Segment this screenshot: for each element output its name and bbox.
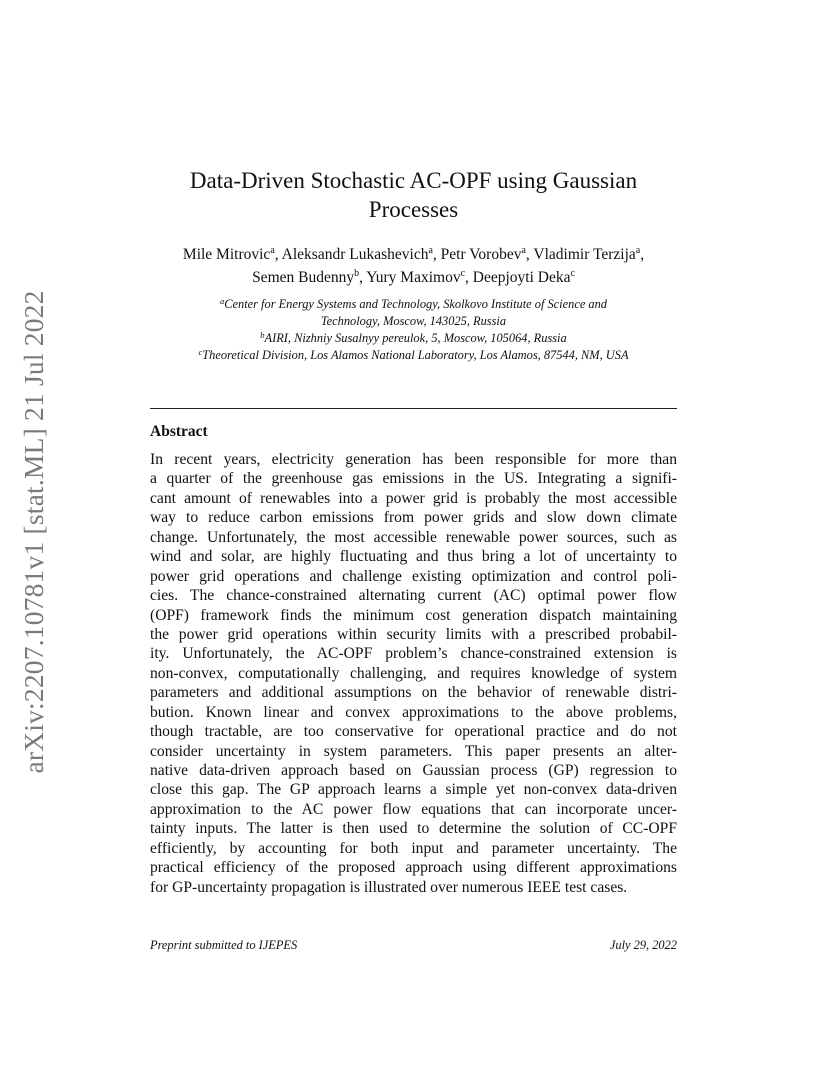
- author-affiliation-mark: a: [521, 245, 526, 256]
- author-line: [150, 244, 677, 267]
- arxiv-identifier-stamp: arXiv:2207.10781v1 [stat.ML] 21 Jul 2022: [18, 290, 49, 774]
- abstract-line: practical efficiency of the proposed approach using different approximations: [150, 859, 677, 877]
- section-divider: [150, 408, 677, 409]
- abstract-line: change. Unfortunately, the most accessible renewable power sources, such as: [150, 528, 677, 546]
- paper-title: [150, 166, 677, 224]
- footer-preprint-note: Preprint submitted to IJEPES: [150, 938, 298, 952]
- affiliation-line: [150, 347, 677, 364]
- abstract-line: approximation to the AC power flow equations that can incorporate uncer-: [150, 800, 677, 818]
- affiliation-text: Technology, Moscow, 143025, Russia: [320, 314, 507, 329]
- affiliation-mark: a: [219, 296, 225, 306]
- abstract-line: (OPF) framework finds the minimum cost generation dispatch maintaining: [150, 606, 677, 624]
- author-affiliation-mark: c: [460, 268, 466, 279]
- affiliation-mark: c: [198, 347, 203, 358]
- abstract-line: power grid operations and challenge existing optimization and control poli-: [150, 567, 677, 585]
- abstract-line: bution. Known linear and convex approximations to the above problems,: [150, 703, 677, 721]
- abstract-line: cies. The chance-constrained alternating current (AC) optimal power flow: [150, 587, 677, 605]
- author-name: Aleksandr Lukashevich: [281, 246, 429, 263]
- author-affiliation-mark: a: [428, 245, 433, 256]
- abstract-body: [150, 450, 677, 897]
- title-line: Data-Driven Stochastic AC-OPF using Gaussian: [189, 168, 638, 193]
- author-name: Vladimir Terzija: [533, 246, 636, 263]
- author-separator: ,: [359, 269, 367, 286]
- author-separator: ,: [432, 246, 441, 263]
- abstract-line: a quarter of the greenhouse gas emissions in the US. Integrating a signifi-: [150, 470, 677, 488]
- author-separator: ,: [525, 246, 534, 263]
- abstract-line: tainty inputs. The latter is then used to determine the solution of CC-OPF: [150, 820, 677, 838]
- author-list: [150, 244, 677, 290]
- footer-date: July 29, 2022: [609, 938, 677, 952]
- affiliation-text: AIRI, Nizhniy Susalnyy pereulok, 5, Moscow, 105064, Russia: [264, 330, 567, 345]
- affiliation-mark: b: [260, 329, 265, 340]
- abstract-line: close this gap. The GP approach learns a simple yet non-convex data-driven: [150, 781, 677, 799]
- affiliation-text: Center for Energy Systems and Technology, Skolkovo Institute of Science and: [224, 297, 607, 311]
- affiliation-line: [150, 313, 677, 329]
- abstract-line: though tractable, are too conservative for operational practice and do not: [150, 723, 677, 741]
- affiliation-text: Theoretical Division, Los Alamos National Laboratory, Los Alamos, 87544, NM, USA: [202, 348, 629, 363]
- affiliation-line: [150, 330, 677, 347]
- abstract-heading: Abstract: [150, 423, 208, 440]
- author-affiliation-mark: b: [354, 268, 360, 279]
- abstract-line: cant amount of renewables into a power grid is probably the most accessible: [150, 489, 677, 507]
- abstract-line: efficiently, by accounting for both input and parameter uncertainty. The: [150, 839, 677, 857]
- author-affiliation-mark: c: [570, 268, 575, 279]
- abstract-line: way to reduce carbon emissions from power grids and slow down climate: [150, 509, 677, 527]
- abstract-line: for GP-uncertainty propagation is illustrated over numerous IEEE test cases.: [150, 878, 628, 896]
- title-line: Processes: [368, 197, 459, 222]
- author-separator: ,: [465, 269, 473, 286]
- author-affiliation-mark: a: [270, 245, 275, 256]
- author-separator: ,: [274, 246, 282, 263]
- affiliations: [150, 296, 677, 365]
- abstract-line: the power grid operations within security limits with a prescribed probabil-: [150, 625, 677, 643]
- affiliation-line: [150, 296, 677, 313]
- author-name: Semen Budenny: [252, 269, 355, 286]
- abstract-line: consider uncertainty in system parameters. This paper presents an alter-: [150, 742, 677, 760]
- abstract-line: parameters and additional assumptions on the behavior of renewable distri-: [150, 684, 677, 702]
- abstract-line: wind and solar, are highly fluctuating and thus bring a lot of uncertainty to: [150, 548, 677, 566]
- author-name: Petr Vorobev: [440, 246, 522, 263]
- abstract-line: native data-driven approach based on Gaussian process (GP) regression to: [150, 762, 677, 779]
- abstract-line: non-convex, computationally challenging, and requires knowledge of system: [150, 664, 677, 682]
- author-name: Yury Maximov: [366, 269, 461, 286]
- author-affiliation-mark: a: [635, 245, 641, 256]
- author-line: [150, 267, 677, 290]
- author-name: Deepjoyti Deka: [472, 269, 571, 286]
- author-name: Mile Mitrovic: [182, 246, 271, 263]
- abstract-line: In recent years, electricity generation has been responsible for more than: [150, 451, 677, 468]
- abstract-line: ity. Unfortunately, the AC-OPF problem’s chance-constrained extension is: [150, 645, 677, 663]
- author-separator: ,: [640, 246, 645, 263]
